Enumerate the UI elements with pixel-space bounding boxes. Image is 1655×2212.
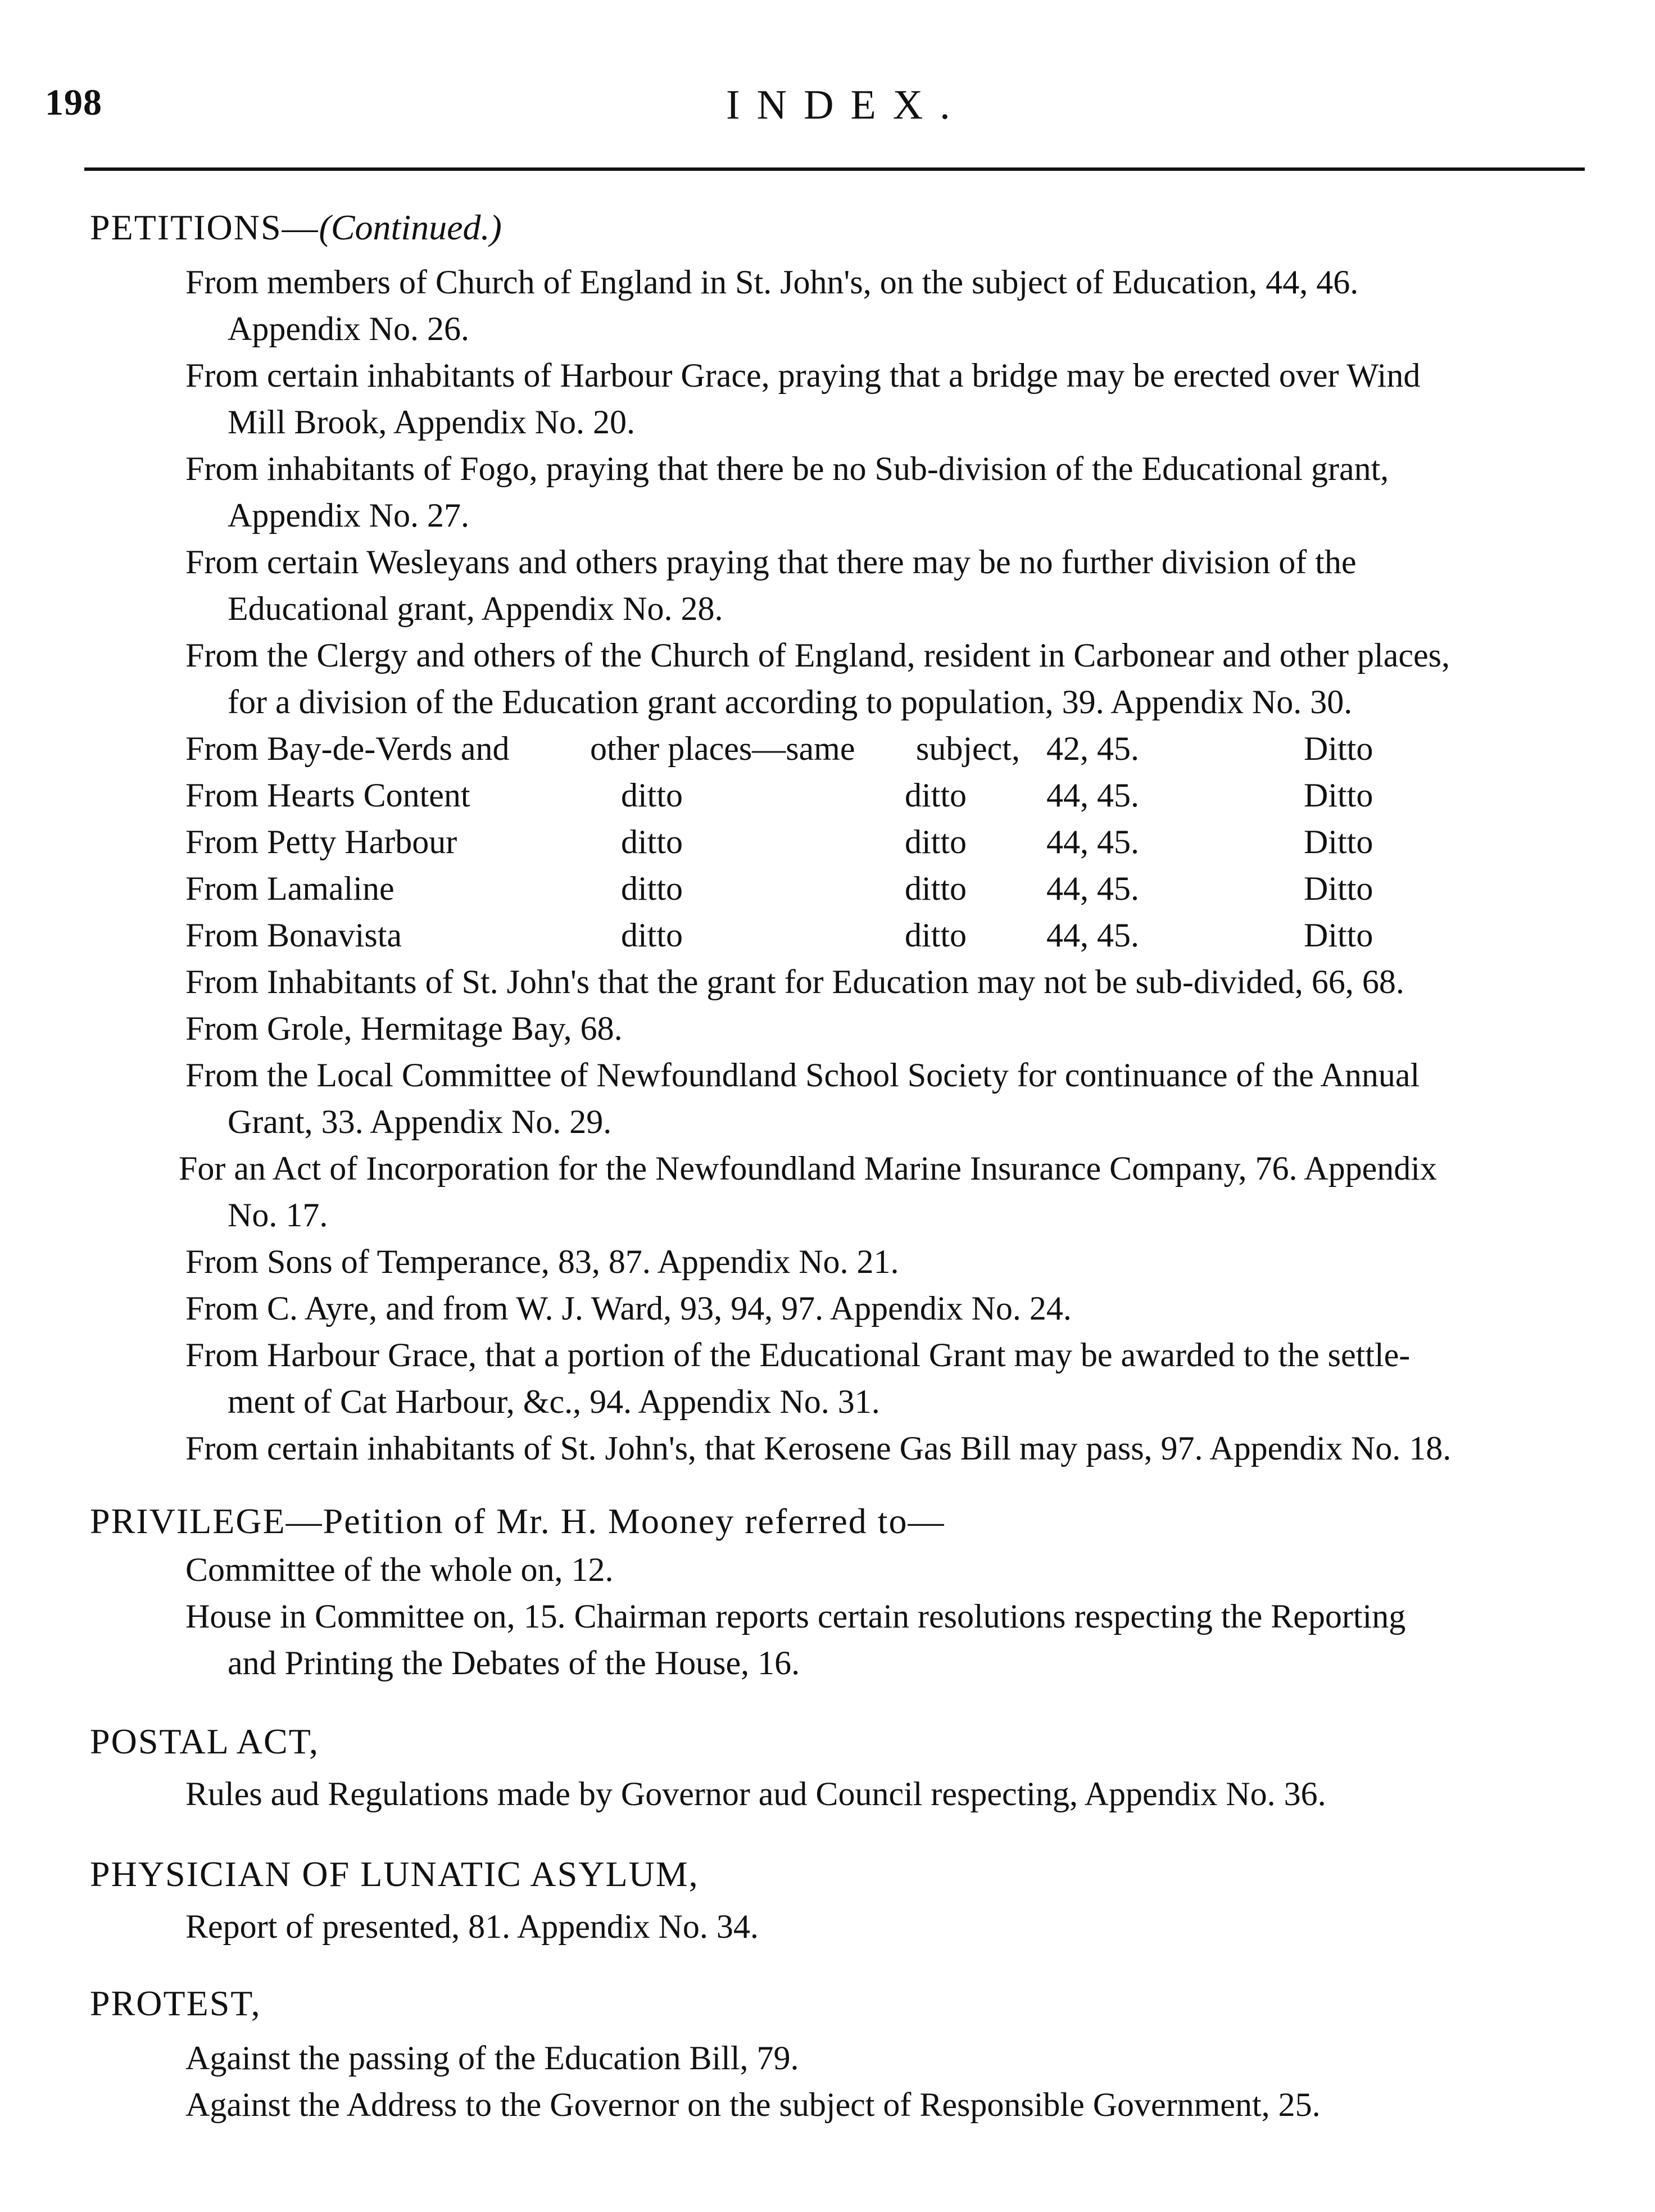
section-heading-privilege: PRIVILEGE—Petition of Mr. H. Mooney referred to— bbox=[90, 1501, 945, 1541]
index-entry-continuation: Grant, 33. Appendix No. 29. bbox=[228, 1103, 612, 1140]
index-entry-continuation: for a division of the Education grant according to population, 39. Appendix No. 30. bbox=[228, 683, 1353, 720]
section-heading-postal-act: POSTAL ACT, bbox=[90, 1721, 320, 1761]
entry-ditto: ditto bbox=[621, 777, 683, 814]
index-entry: For an Act of Incorporation for the Newfoundland Marine Insurance Company, 76. Appendix bbox=[179, 1150, 1437, 1187]
entry-reference: Ditto bbox=[1304, 777, 1373, 814]
index-entry: From C. Ayre, and from W. J. Ward, 93, 94, 97. Appendix No. 24. bbox=[185, 1290, 1072, 1327]
entry-pages: 44, 45. bbox=[1046, 777, 1139, 814]
entry-ditto: other places—same bbox=[590, 730, 855, 767]
index-entry-continuation: Appendix No. 27. bbox=[228, 497, 469, 534]
index-entry: From certain inhabitants of Harbour Grace, praying that a bridge may be erected over Wind bbox=[185, 357, 1421, 394]
index-entry-continuation: Educational grant, Appendix No. 28. bbox=[228, 590, 723, 627]
index-entry: From Harbour Grace, that a portion of the Educational Grant may be awarded to the settle- bbox=[185, 1336, 1411, 1374]
entry-pages: 44, 45. bbox=[1046, 870, 1139, 907]
entry-place: From Hearts Content bbox=[185, 777, 470, 814]
entry-reference: Ditto bbox=[1304, 823, 1373, 860]
index-entry: Report of presented, 81. Appendix No. 34. bbox=[185, 1908, 759, 1945]
entry-pages: 42, 45. bbox=[1046, 730, 1139, 767]
index-entry: From inhabitants of Fogo, praying that there be no Sub-division of the Educational grant, bbox=[185, 450, 1389, 487]
index-entry: From the Local Committee of Newfoundland School Society for continuance of the Annual bbox=[185, 1057, 1420, 1094]
index-entry: From the Clergy and others of the Church of England, resident in Carbonear and other places, bbox=[185, 637, 1450, 674]
index-entry: From Grole, Hermitage Bay, 68. bbox=[185, 1010, 623, 1047]
entry-ditto: ditto bbox=[621, 823, 683, 860]
entry-pages: 44, 45. bbox=[1046, 917, 1139, 954]
section-heading-physician: PHYSICIAN OF LUNATIC ASYLUM, bbox=[90, 1854, 699, 1894]
entry-ditto: ditto bbox=[621, 917, 683, 954]
entry-ditto: ditto bbox=[905, 777, 967, 814]
entry-reference: Ditto bbox=[1304, 917, 1373, 954]
entry-reference: Ditto bbox=[1304, 730, 1373, 767]
section-heading-protest: PROTEST, bbox=[90, 1983, 261, 2023]
entry-pages: 44, 45. bbox=[1046, 823, 1139, 860]
entry-place: From Bonavista bbox=[185, 917, 402, 954]
index-entry-continuation: ment of Cat Harbour, &c., 94. Appendix No. 31. bbox=[228, 1383, 880, 1420]
entry-ditto: ditto bbox=[621, 870, 683, 907]
index-entry-continuation: No. 17. bbox=[228, 1196, 328, 1234]
running-head: INDEX. bbox=[726, 82, 967, 128]
entry-place: From Petty Harbour bbox=[185, 823, 457, 860]
entry-reference: Ditto bbox=[1304, 870, 1373, 907]
page-number: 198 bbox=[45, 82, 102, 123]
header-rule bbox=[84, 167, 1585, 171]
section-heading-petitions bbox=[90, 207, 502, 248]
entry-place: From Bay-de-Verds and bbox=[185, 730, 510, 767]
index-entry: From certain Wesleyans and others praying that there may be no further division of the bbox=[185, 543, 1357, 581]
entry-ditto: ditto bbox=[905, 870, 967, 907]
index-entry: From Inhabitants of St. John's that the grant for Education may not be sub-divided, 66, 68. bbox=[185, 963, 1404, 1000]
entry-ditto: ditto bbox=[905, 917, 967, 954]
index-entry: House in Committee on, 15. Chairman reports certain resolutions respecting the Reporting bbox=[185, 1598, 1406, 1635]
index-entry-continuation: and Printing the Debates of the House, 16. bbox=[228, 1644, 800, 1681]
index-entry: From certain inhabitants of St. John's, that Kerosene Gas Bill may pass, 97. Appendix No. 18. bbox=[185, 1430, 1452, 1467]
index-entry: Against the passing of the Education Bill, 79. bbox=[185, 2039, 799, 2077]
index-entry: Against the Address to the Governor on the subject of Responsible Government, 25. bbox=[185, 2086, 1321, 2123]
heading-text: PETITIONS— bbox=[90, 207, 319, 247]
index-entry-continuation: Mill Brook, Appendix No. 20. bbox=[228, 404, 636, 441]
entry-ditto: ditto bbox=[905, 823, 967, 860]
heading-continued: (Continued.) bbox=[319, 207, 502, 247]
index-entry: Rules aud Regulations made by Governor aud Council respecting, Appendix No. 36. bbox=[185, 1775, 1326, 1812]
index-entry: Committee of the whole on, 12. bbox=[185, 1551, 614, 1588]
index-entry: From Sons of Temperance, 83, 87. Appendix No. 21. bbox=[185, 1243, 899, 1280]
entry-place: From Lamaline bbox=[185, 870, 395, 907]
index-entry-continuation: Appendix No. 26. bbox=[228, 310, 469, 347]
entry-ditto: subject, bbox=[916, 730, 1020, 767]
index-entry: From members of Church of England in St. John's, on the subject of Education, 44, 46. bbox=[185, 264, 1359, 301]
